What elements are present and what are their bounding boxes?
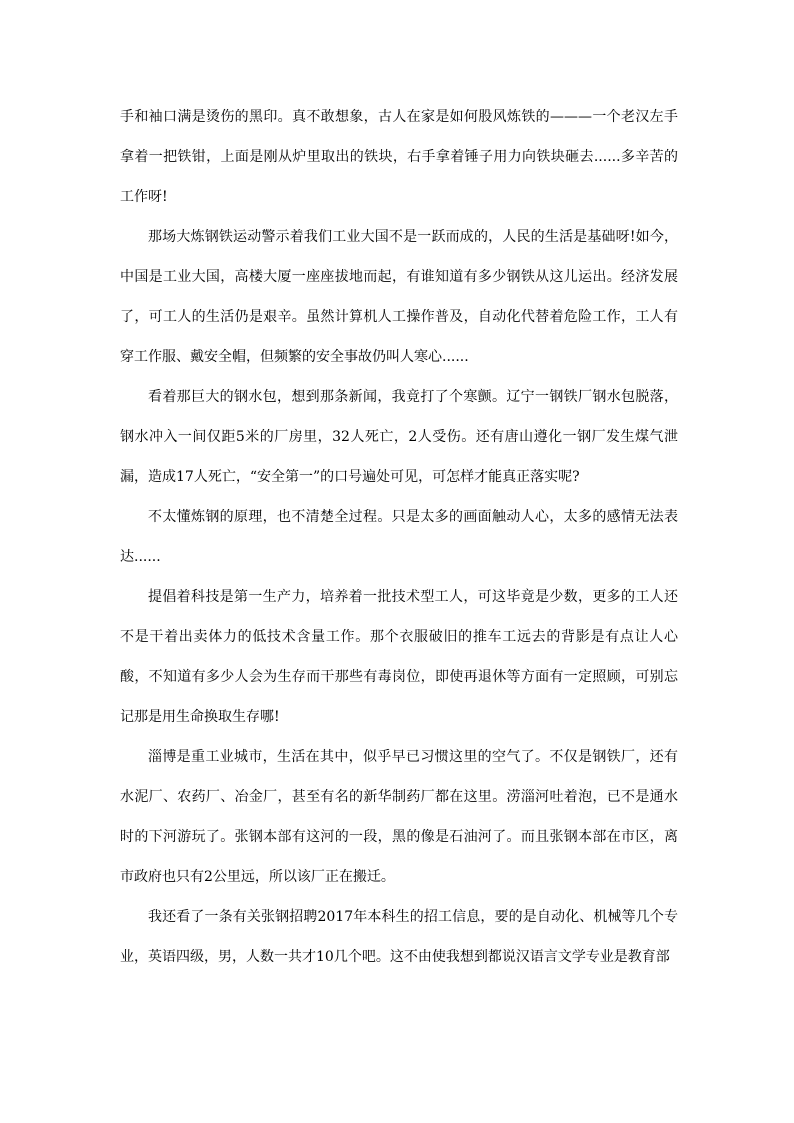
paragraph-1: 手和袖口满是烫伤的黑印。真不敢想象，古人在家是如何股风炼铁的———一个老汉左手拿着一把铁钳，上面是刚从炉里取出的铁块，右手拿着锤子用力向铁块砸去......多辛苦的工作呀! xyxy=(120,109,678,205)
paragraph-2: 那场大炼钢铁运动警示着我们工业大国不是一跃而成的，人民的生活是基础呀!如今，中国是工业大国，高楼大厦一座座拔地而起，有谁知道有多少钢铁从这儿运出。经济发展了，可工人的生活仍是艰辛。虽然计算机人工操作普及，自动化代替着危险工作，工人有穿工作服、戴安全帽，但频繁的安全事故仍叫人寒心...... xyxy=(120,229,678,365)
paragraph-3: 看着那巨大的钢水包，想到那条新闻，我竟打了个寒颤。辽宁一钢铁厂钢水包脱落，钢水冲入一间仅距5米的厂房里，32人死亡，2人受伤。还有唐山遵化一钢厂发生煤气泄漏，造成17人死亡，“安全第一”的口号遍处可见，可怎样才能真正落实呢? xyxy=(120,389,678,485)
paragraph-6: 淄博是重工业城市，生活在其中，似乎早已习惯这里的空气了。不仅是钢铁厂，还有水泥厂、农药厂、冶金厂，甚至有名的新华制药厂都在这里。涝淄河吐着泡，已不是通水时的下河游玩了。张钢本部有这河的一段，黑的像是石油河了。而且张钢本部在市区，离市政府也只有2公里远，所以该厂正在搬迁。 xyxy=(120,749,678,885)
document-body xyxy=(120,97,678,977)
paragraph-4: 不太懂炼钢的原理，也不清楚全过程。只是太多的画面触动人心，太多的感情无法表达...... xyxy=(120,509,678,565)
paragraph-5: 提倡着科技是第一生产力，培养着一批技术型工人，可这毕竟是少数，更多的工人还不是干着出卖体力的低技术含量工作。那个衣服破旧的推车工远去的背影是有点让人心酸，不知道有多少人会为生存而干那些有毒岗位，即使再退休等方面有一定照顾，可别忘记那是用生命换取生存哪! xyxy=(120,589,678,725)
paragraph-7: 我还看了一条有关张钢招聘2017年本科生的招工信息，要的是自动化、机械等几个专业，英语四级，男，人数一共才10几个吧。这不由使我想到都说汉语言文学专业是教育部 xyxy=(120,909,678,965)
